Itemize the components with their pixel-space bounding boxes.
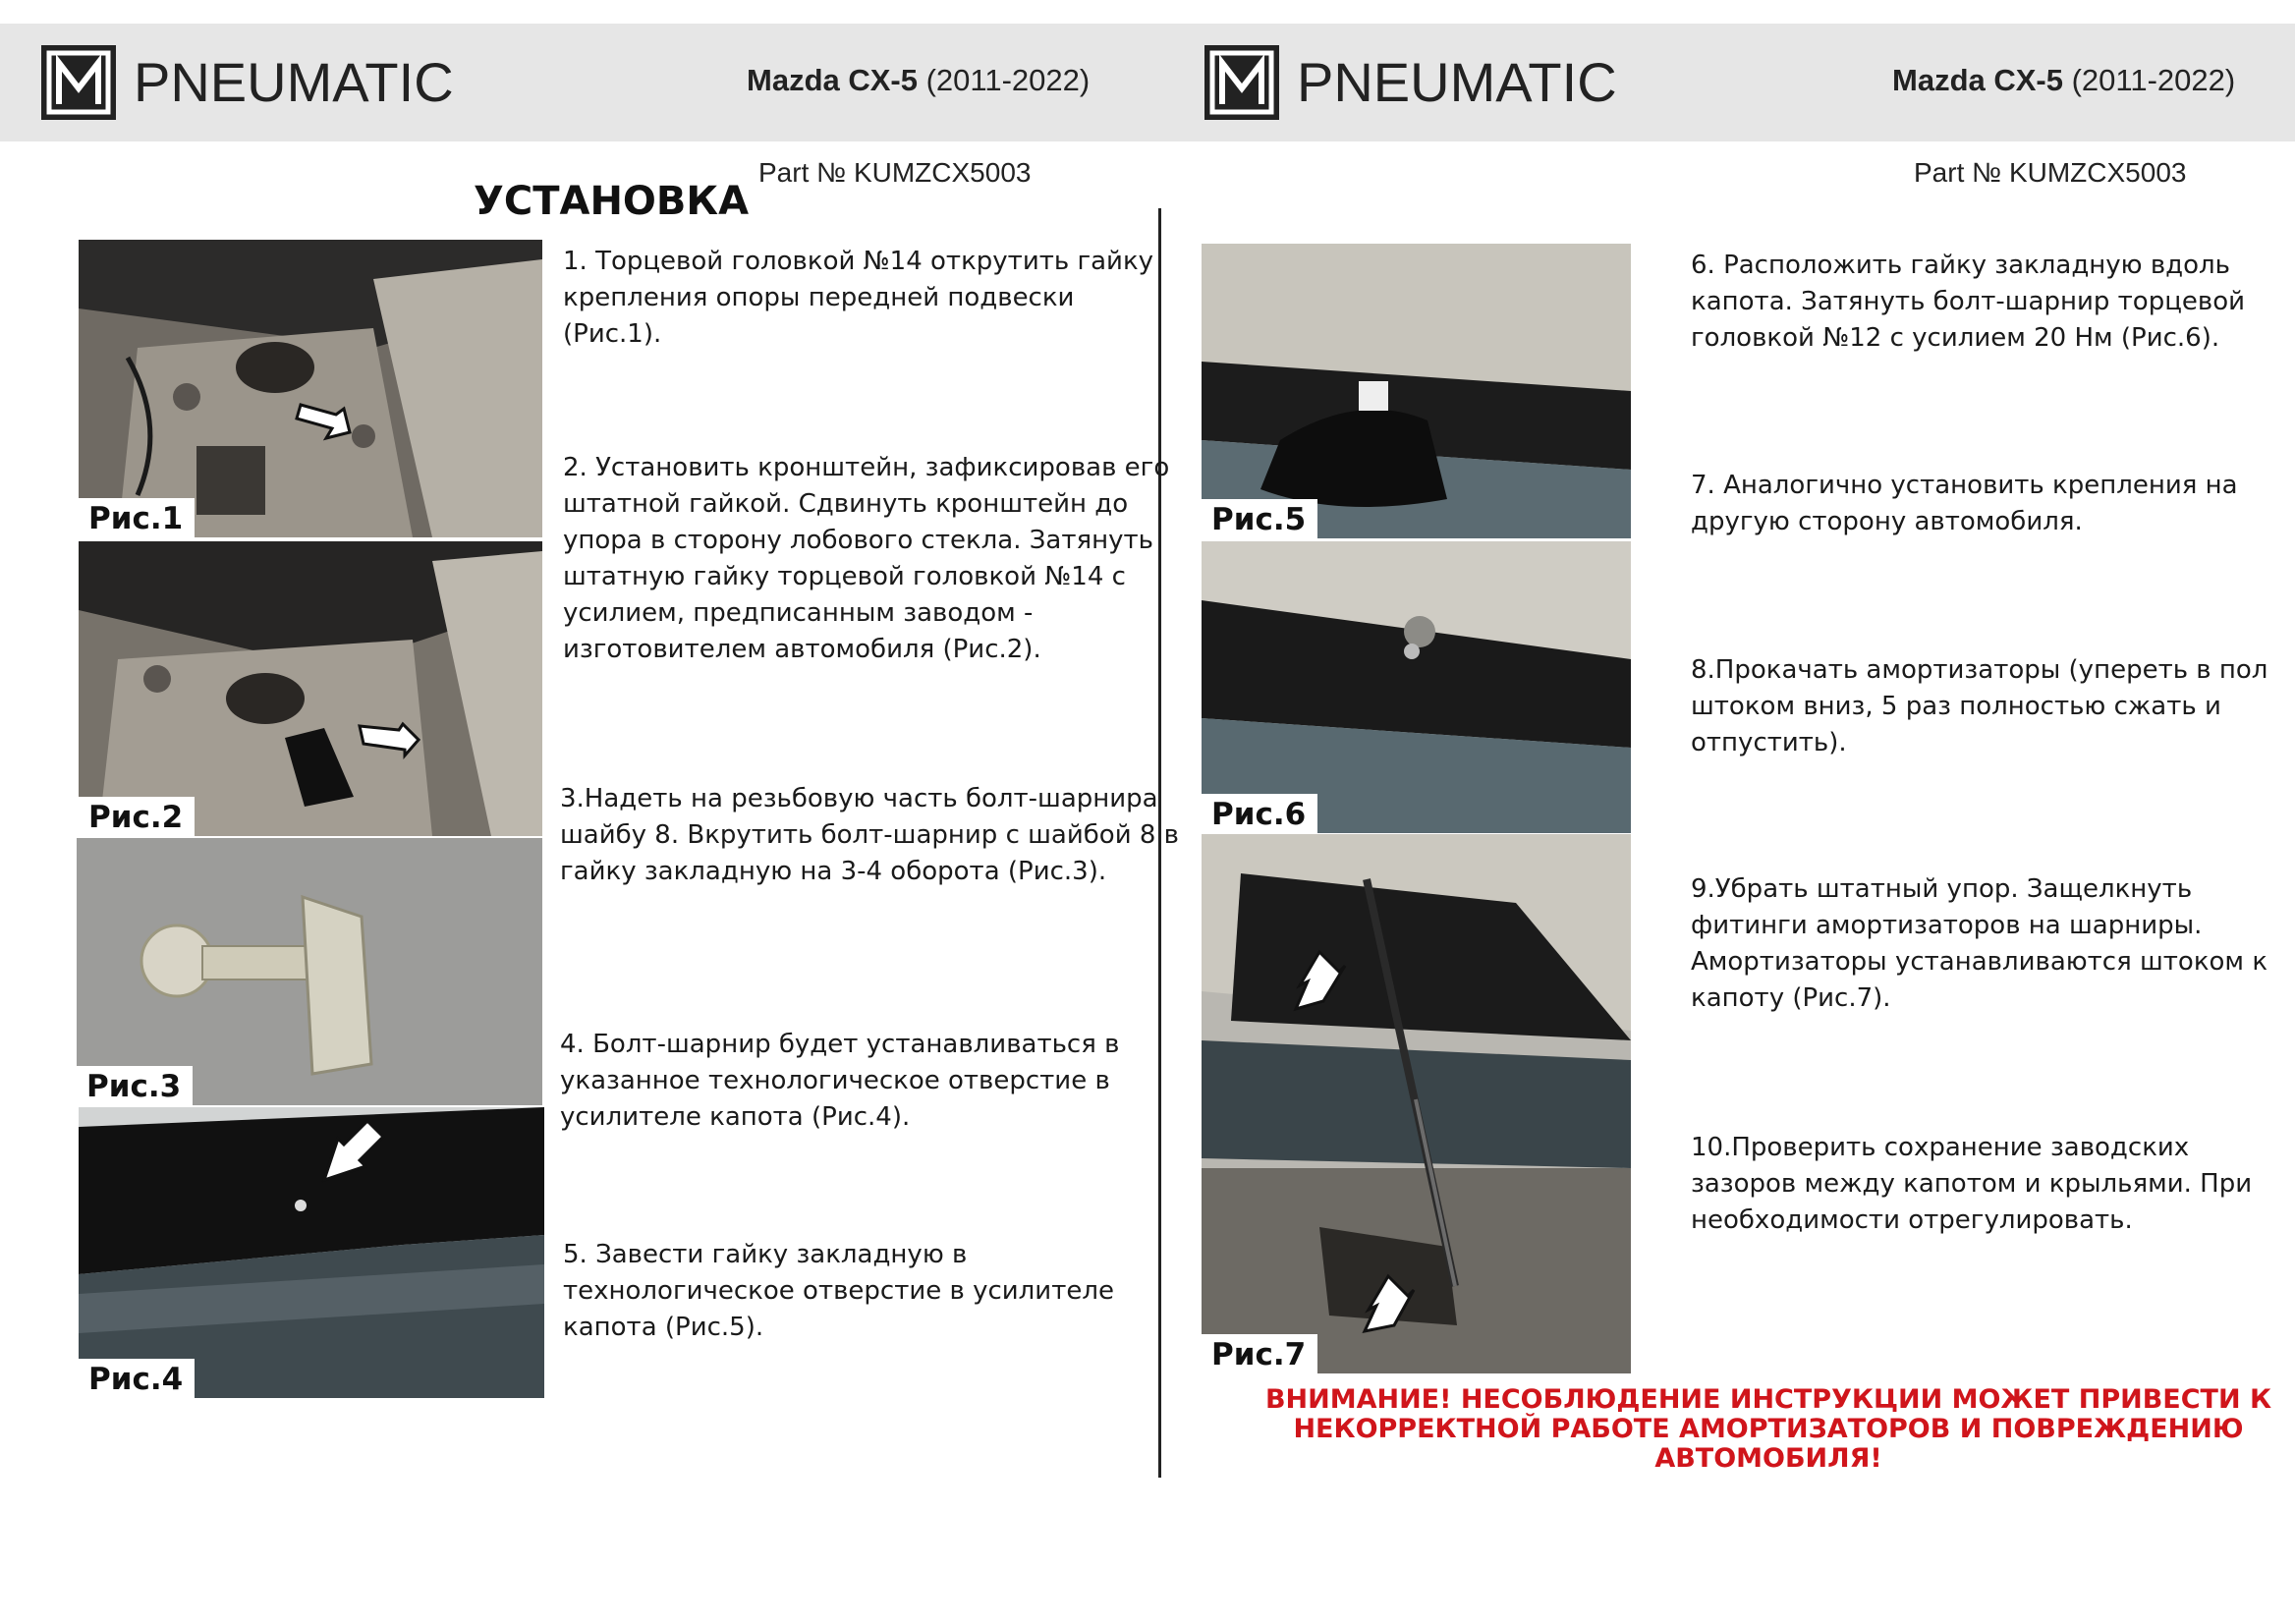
figure-2-label: Рис.2 — [79, 797, 195, 836]
figure-6-photo — [1202, 541, 1631, 833]
figure-1-label: Рис.1 — [79, 498, 195, 537]
figure-1-photo — [79, 240, 542, 537]
brand-name: PNEUMATIC — [1297, 51, 1617, 113]
warning-text: ВНИМАНИЕ! НЕСОБЛЮДЕНИЕ ИНСТРУКЦИИ МОЖЕТ ПРИВЕСТИ К НЕКОРРЕКТНОЙ РАБОТЕ АМОРТИЗАТОРОВ И ПОВРЕЖДЕНИЮ АВТОМОБИЛЯ! — [1264, 1384, 2272, 1474]
model-title-left — [747, 63, 1090, 98]
step-8: 8.Прокачать амортизаторы (упереть в пол штоком вниз, 5 раз полностью сжать и отпустить). — [1691, 655, 2268, 757]
step-7: 7. Аналогично установить крепления на другую сторону автомобиля. — [1691, 471, 2238, 536]
page-title: УСТАНОВКА — [474, 179, 750, 224]
step-6: 6. Расположить гайку закладную вдоль капота. Затянуть болт-шарнир торцевой головкой №12 с усилием 20 Нм (Рис.6). — [1691, 251, 2246, 353]
model-years: (2011-2022) — [2071, 63, 2236, 97]
figure-7-photo — [1202, 834, 1631, 1373]
figure-4-photo — [79, 1107, 544, 1398]
step-9: 9.Убрать штатный упор. Защелкнуть фитинги амортизаторов на шарниры. Амортизаторы устанавливаются штоком к капоту (Рис.7). — [1691, 874, 2268, 1013]
step-10: 10.Проверить сохранение заводских зазоров между капотом и крыльями. При необходимости отрегулировать. — [1691, 1133, 2253, 1235]
figure-7-label: Рис.7 — [1202, 1334, 1317, 1373]
model-title-right — [1892, 63, 2235, 98]
step-4: 4. Болт-шарнир будет устанавливаться в указанное технологическое отверстие в усилителе капота (Рис.4). — [560, 1030, 1120, 1132]
figure-4-label: Рис.4 — [79, 1359, 195, 1398]
brand-logo-right — [1204, 43, 1617, 122]
step-3: 3.Надеть на резьбовую часть болт-шарнира шайбу 8. Вкрутить болт-шарнир с шайбой 8 в гайку закладную на 3-4 оборота (Рис.3). — [560, 784, 1179, 886]
figure-6-label: Рис.6 — [1202, 794, 1317, 833]
brand-logo-mark-icon — [1204, 45, 1279, 120]
model-name: Mazda CX-5 — [1892, 63, 2063, 97]
figure-5-label: Рис.5 — [1202, 499, 1317, 538]
brand-logo-mark-icon — [41, 45, 116, 120]
figure-2-photo — [79, 541, 542, 836]
figure-5-photo — [1202, 244, 1631, 538]
model-years: (2011-2022) — [925, 63, 1091, 97]
brand-logo-left — [41, 43, 454, 122]
brand-name: PNEUMATIC — [134, 51, 454, 113]
part-number-right: Part № KUMZCX5003 — [1914, 157, 2187, 188]
part-number-left: Part № KUMZCX5003 — [758, 157, 1032, 188]
figure-3-photo — [77, 838, 542, 1105]
figure-3-label: Рис.3 — [77, 1066, 193, 1105]
step-2: 2. Установить кронштейн, зафиксировав его штатной гайкой. Сдвинуть кронштейн до упора в сторону лобового стекла. Затянуть штатную гайку торцевой головкой №14 с усилием, предписанным заводом - изготовителем автомобиля (Рис.2). — [563, 453, 1170, 664]
step-1: 1. Торцевой головкой №14 открутить гайку крепления опоры передней подвески (Рис.1). — [563, 247, 1154, 349]
model-name: Mazda CX-5 — [747, 63, 918, 97]
step-5: 5. Завести гайку закладную в технологическое отверстие в усилителе капота (Рис.5). — [563, 1240, 1114, 1342]
